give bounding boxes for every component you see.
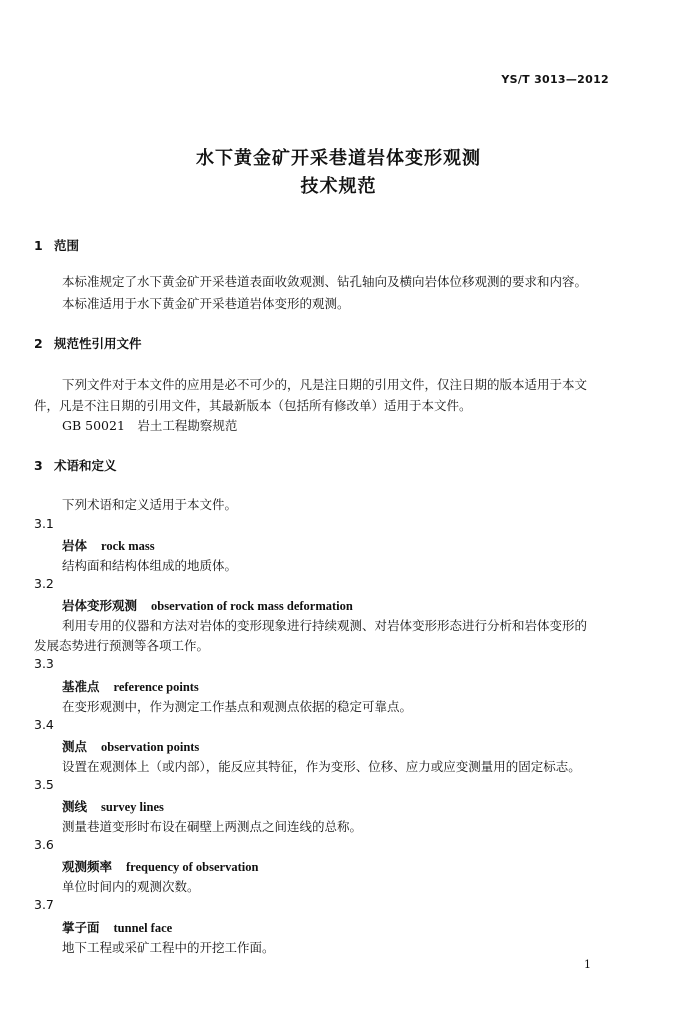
term-number: 3.7	[34, 897, 54, 912]
term-heading	[62, 536, 155, 554]
term-number: 3.2	[34, 576, 54, 591]
section-number: 3	[34, 458, 43, 473]
term-english: reference points	[113, 680, 199, 694]
term-definition: 发展态势进行预测等各项工作。	[34, 638, 210, 653]
term-definition: 地下工程或采矿工程中的开挖工作面。	[62, 940, 275, 955]
paragraph: 下列文件对于本文件的应用是必不可少的，凡是注日期的引用文件，仅注日期的版本适用于本文	[62, 377, 588, 392]
term-chinese: 岩体	[62, 538, 88, 553]
term-heading	[62, 918, 172, 936]
paragraph: 本标准规定了水下黄金矿开采巷道表面收敛观测、钻孔轴向及横向岩体位移观测的要求和内容。	[62, 274, 588, 289]
document-title-line-2: 技术规范	[300, 176, 377, 197]
term-definition: 测量巷道变形时布设在硐壁上两测点之间连线的总称。	[62, 819, 363, 834]
section-title: 规范性引用文件	[54, 336, 142, 351]
term-chinese: 测点	[62, 739, 88, 754]
page-number: 1	[584, 958, 591, 971]
section-heading-terms-and-definitions	[34, 456, 117, 474]
term-number: 3.4	[34, 717, 54, 732]
term-english: observation of rock mass deformation	[151, 599, 353, 613]
term-heading	[62, 737, 199, 755]
term-heading	[62, 857, 258, 875]
term-number: 3.3	[34, 656, 54, 671]
term-number: 3.5	[34, 777, 54, 792]
section-number: 2	[34, 336, 43, 351]
term-definition: 在变形观测中，作为测定工作基点和观测点依据的稳定可靠点。	[62, 699, 413, 714]
paragraph: 件，凡是不注日期的引用文件，其最新版本（包括所有修改单）适用于本文件。	[34, 398, 472, 413]
reference-item: GB 50021 岩土工程勘察规范	[62, 418, 238, 433]
term-chinese: 岩体变形观测	[62, 598, 138, 613]
section-number: 1	[34, 238, 43, 253]
term-number: 3.6	[34, 837, 54, 852]
term-english: survey lines	[101, 800, 164, 814]
standard-code: YS/T 3013—2012	[501, 73, 609, 86]
term-heading	[62, 797, 164, 815]
term-chinese: 基准点	[62, 679, 100, 694]
term-english: frequency of observation	[126, 860, 259, 874]
section-heading-normative-references	[34, 334, 142, 352]
term-number: 3.1	[34, 516, 54, 531]
term-definition: 设置在观测体上（或内部），能反应其特征，作为变形、位移、应力或应变测量用的固定标志。	[62, 759, 581, 774]
section-title: 术语和定义	[54, 458, 117, 473]
term-definition: 结构面和结构体组成的地质体。	[62, 558, 238, 573]
term-definition: 利用专用的仪器和方法对岩体的变形现象进行持续观测、对岩体变形形态进行分析和岩体变形的	[62, 618, 588, 633]
section-title: 范围	[54, 238, 80, 253]
term-heading	[62, 677, 199, 695]
term-english: tunnel face	[113, 921, 173, 935]
section-heading-scope	[34, 236, 79, 254]
document-title-line-1: 水下黄金矿开采巷道岩体变形观测	[196, 148, 481, 169]
term-english: rock mass	[101, 539, 155, 553]
paragraph: 本标准适用于水下黄金矿开采巷道岩体变形的观测。	[62, 296, 350, 311]
term-english: observation points	[101, 740, 200, 754]
paragraph: 下列术语和定义适用于本文件。	[62, 497, 238, 512]
term-heading	[62, 596, 353, 614]
term-definition: 单位时间内的观测次数。	[62, 879, 200, 894]
term-chinese: 测线	[62, 799, 88, 814]
term-chinese: 掌子面	[62, 920, 100, 935]
term-chinese: 观测频率	[62, 859, 113, 874]
